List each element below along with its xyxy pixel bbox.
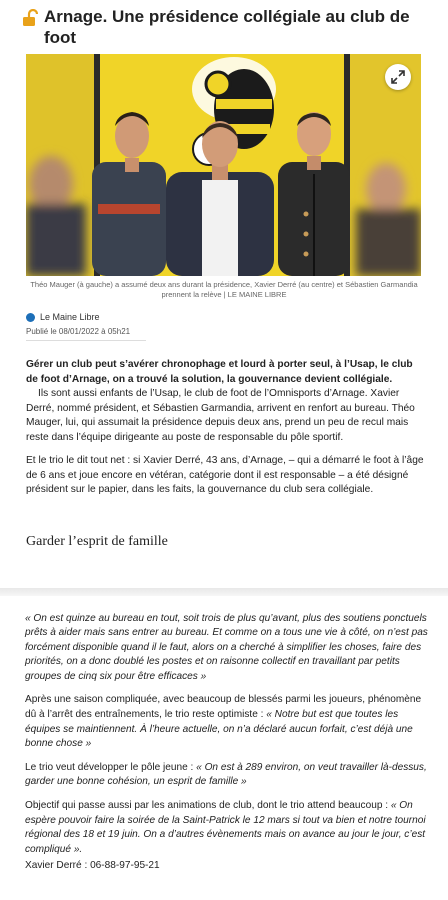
paragraph-3-text: Après une saison compliquée, avec beaucoup de blessés parmi les joueurs, phénomène dû à l’arrêt des entraînements, le trio reste optimiste : [25,694,422,721]
photo-caption: Théo Mauger (à gauche) a assumé deux ans durant la présidence, Xavier Derré (au centre) et Sébastien Garmandia prennent la relève | LE MAINE LIBRE [30,280,418,299]
article-continued [0,596,448,875]
lock-open-icon [22,9,38,27]
quote-paragraph: « On est quinze au bureau en tout, soit trois de plus qu’avant, plus des soutiens ponctuels prêts à aider mais sans entrer au bureau. Et comme on a tous une vie à côté, on n’est pas forcément disponible quand il le faut, alors on a cherché à simplifier les choses, faire des priorités, on a donc doublé les postes et on raisonne collectif en travaillant par petits groupes de cinq six pour être efficaces » [25,612,428,682]
paragraph-4 [25,761,428,790]
article-lead: Gérer un club peut s’avérer chronophage et lourd à porter seul, à l’Usap, le club de foot d’Arnage, on a trouvé la solution, la gouvernance devient collégiale. [26,359,413,385]
article-photo[interactable] [26,54,421,276]
source-name[interactable]: Le Maine Libre [40,312,100,322]
paragraph-4-quote: « On est à 289 environ, on veut travailler là-dessus, garder une bonne cohésion, un esprit de famille » [25,761,427,788]
paragraph-3 [25,693,428,751]
paragraph-5-text: Objectif qui passe aussi par les animations de club, dont le trio attend beaucoup : [25,800,391,812]
expand-arrows-icon [391,70,405,84]
newspaper-dot-icon [26,313,35,322]
publish-date: Publié le 08/01/2022 à 05h21 [26,327,146,341]
paragraph-1: Ils sont aussi enfants de l’Usap, le club de foot de l’Omnisports d’Arnage. Xavier Derré, nommé président, et Sébastien Garmandia, arrivent en renfort au bureau. Théo Mauger, lui, qui assumait la présidence depuis deux ans, prend un peu de recul mais reste dans l’équipe dirigeante au poste de responsable du pôle sportif. [26,388,415,443]
paragraph-4-text: Le trio veut développer le pôle jeune : [25,761,197,773]
paragraph-5-quote: « On espère pouvoir faire la soirée de la Saint-Patrick le 12 mars si tout va bien et notre tournoi régional des 18 et 19 juin. On a d’autres évènements mais on avance au jour le jour, c’est compliqué ». [25,800,426,855]
contact-line: Xavier Derré : 06-88-97-95-21 [25,860,160,872]
paragraph-2: Et le trio le dit tout net : si Xavier Derré, 43 ans, d’Arnage, – qui a démarré le foot à l’âge de 6 ans et joue encore en vétéran, catégorie dont il est responsable – a été désigné président sur le papier, dans les faits, la gouvernance du club sera collégiale. [26,455,424,495]
section-divider [0,588,448,596]
article-title: Arnage. Une présidence collégiale au club de foot [44,7,410,47]
expand-photo-button[interactable] [385,64,411,90]
photo-illustration [26,54,421,276]
section-heading: Garder l’esprit de famille [26,533,168,549]
paragraph-5 [25,799,428,857]
paragraph-3-quote: « Notre but est que toutes les équipes se maintiennent. À l’heure actuelle, on n’a déclaré aucun forfait, c’est déjà une bonne chose » [25,709,413,750]
article-header [0,0,448,48]
source-link[interactable] [26,312,448,322]
